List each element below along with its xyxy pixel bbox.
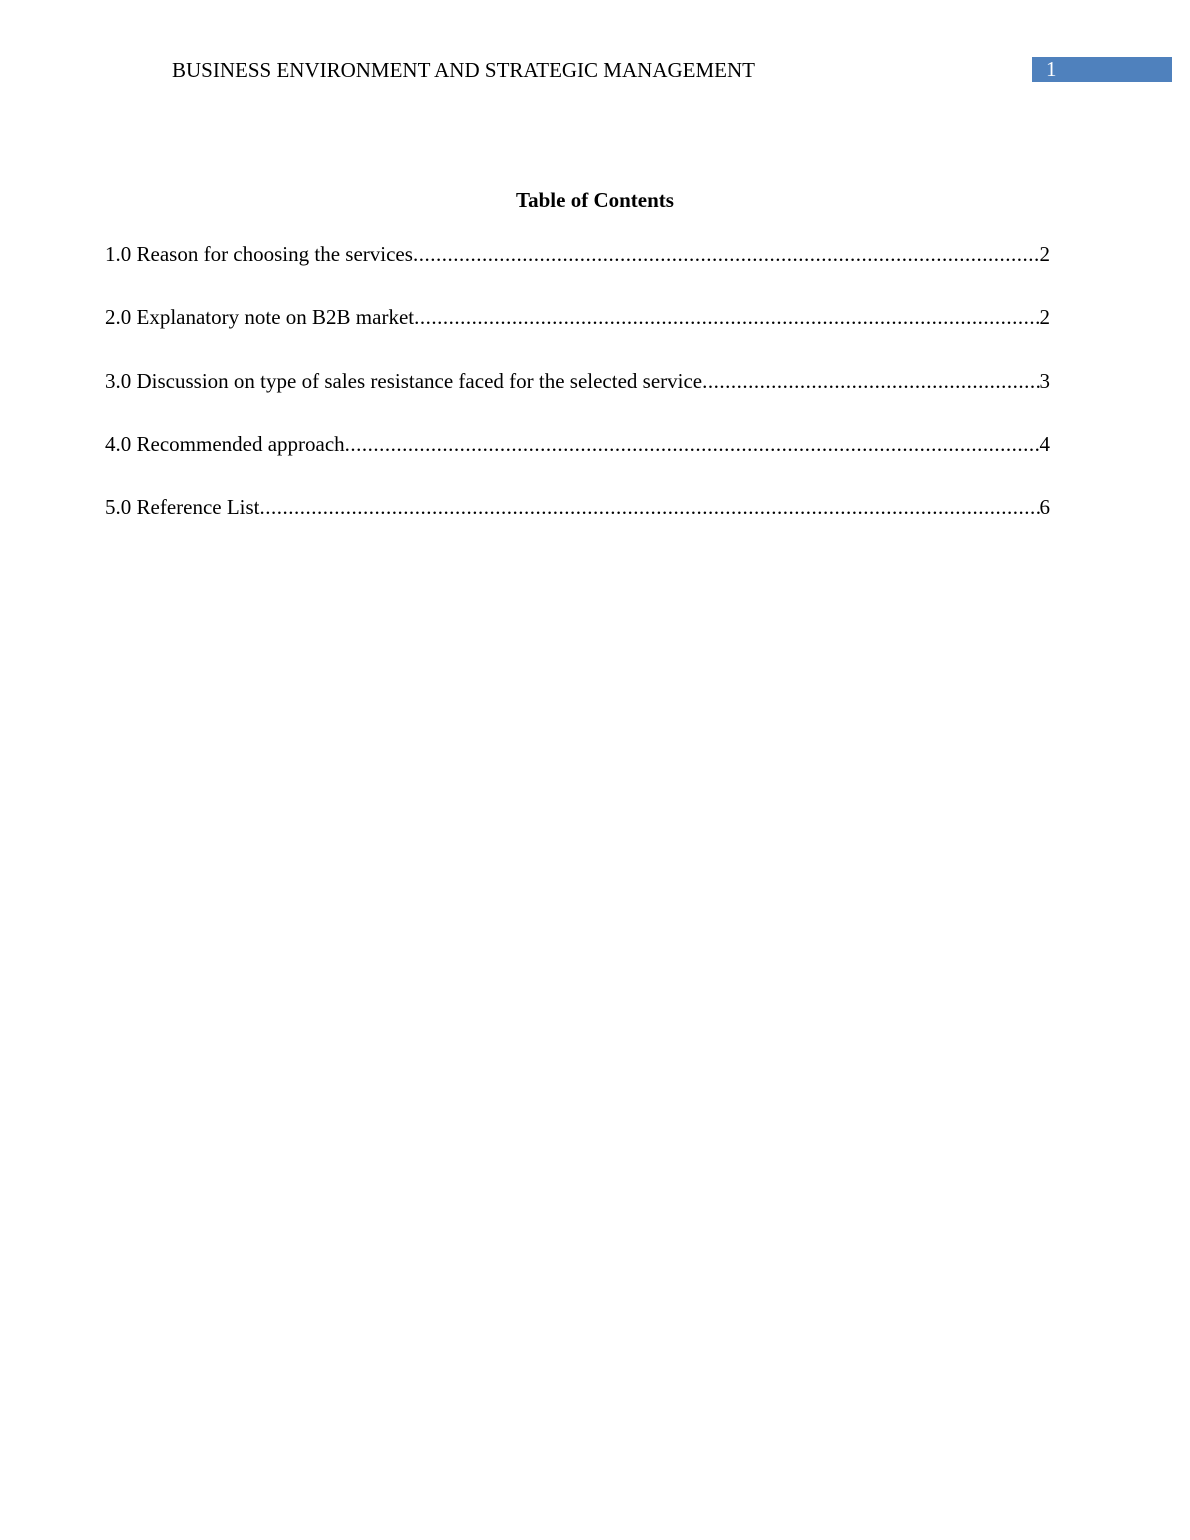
toc-dot-leader: [413, 240, 1040, 268]
toc-dot-leader: [345, 430, 1040, 458]
toc-entry-recommended-approach[interactable]: [105, 430, 1050, 493]
toc-entry-label: 5.0 Reference List: [105, 495, 260, 520]
toc-entry-label: 2.0 Explanatory note on B2B market: [105, 305, 415, 330]
toc-dot-leader: [414, 303, 1039, 331]
toc-entry-page: 4: [1039, 431, 1050, 456]
page-number-badge: 1: [1032, 57, 1172, 82]
toc-entry-sales-resistance[interactable]: [105, 367, 1050, 430]
toc-entry-page: 3: [1039, 368, 1050, 393]
running-header-title: BUSINESS ENVIRONMENT AND STRATEGIC MANAGEMENT: [172, 58, 755, 82]
toc-dot-leader: [260, 493, 1040, 521]
toc-entry-b2b-market[interactable]: [105, 303, 1050, 366]
toc-heading: Table of Contents: [516, 188, 674, 212]
toc-entry-page: 2: [1039, 242, 1050, 266]
toc-list: [105, 240, 1050, 556]
toc-dot-leader: [702, 367, 1039, 395]
toc-entry-label: 3.0 Discussion on type of sales resistance faced for the selected service: [105, 368, 703, 393]
toc-entry-reason-for-choosing[interactable]: [105, 240, 1050, 303]
toc-entry-page: 2: [1039, 305, 1050, 330]
toc-entry-page: 6: [1039, 495, 1050, 520]
toc-entry-label: 1.0 Reason for choosing the services: [105, 242, 413, 266]
toc-entry-reference-list[interactable]: [105, 493, 1050, 556]
toc-entry-label: 4.0 Recommended approach: [105, 431, 345, 456]
